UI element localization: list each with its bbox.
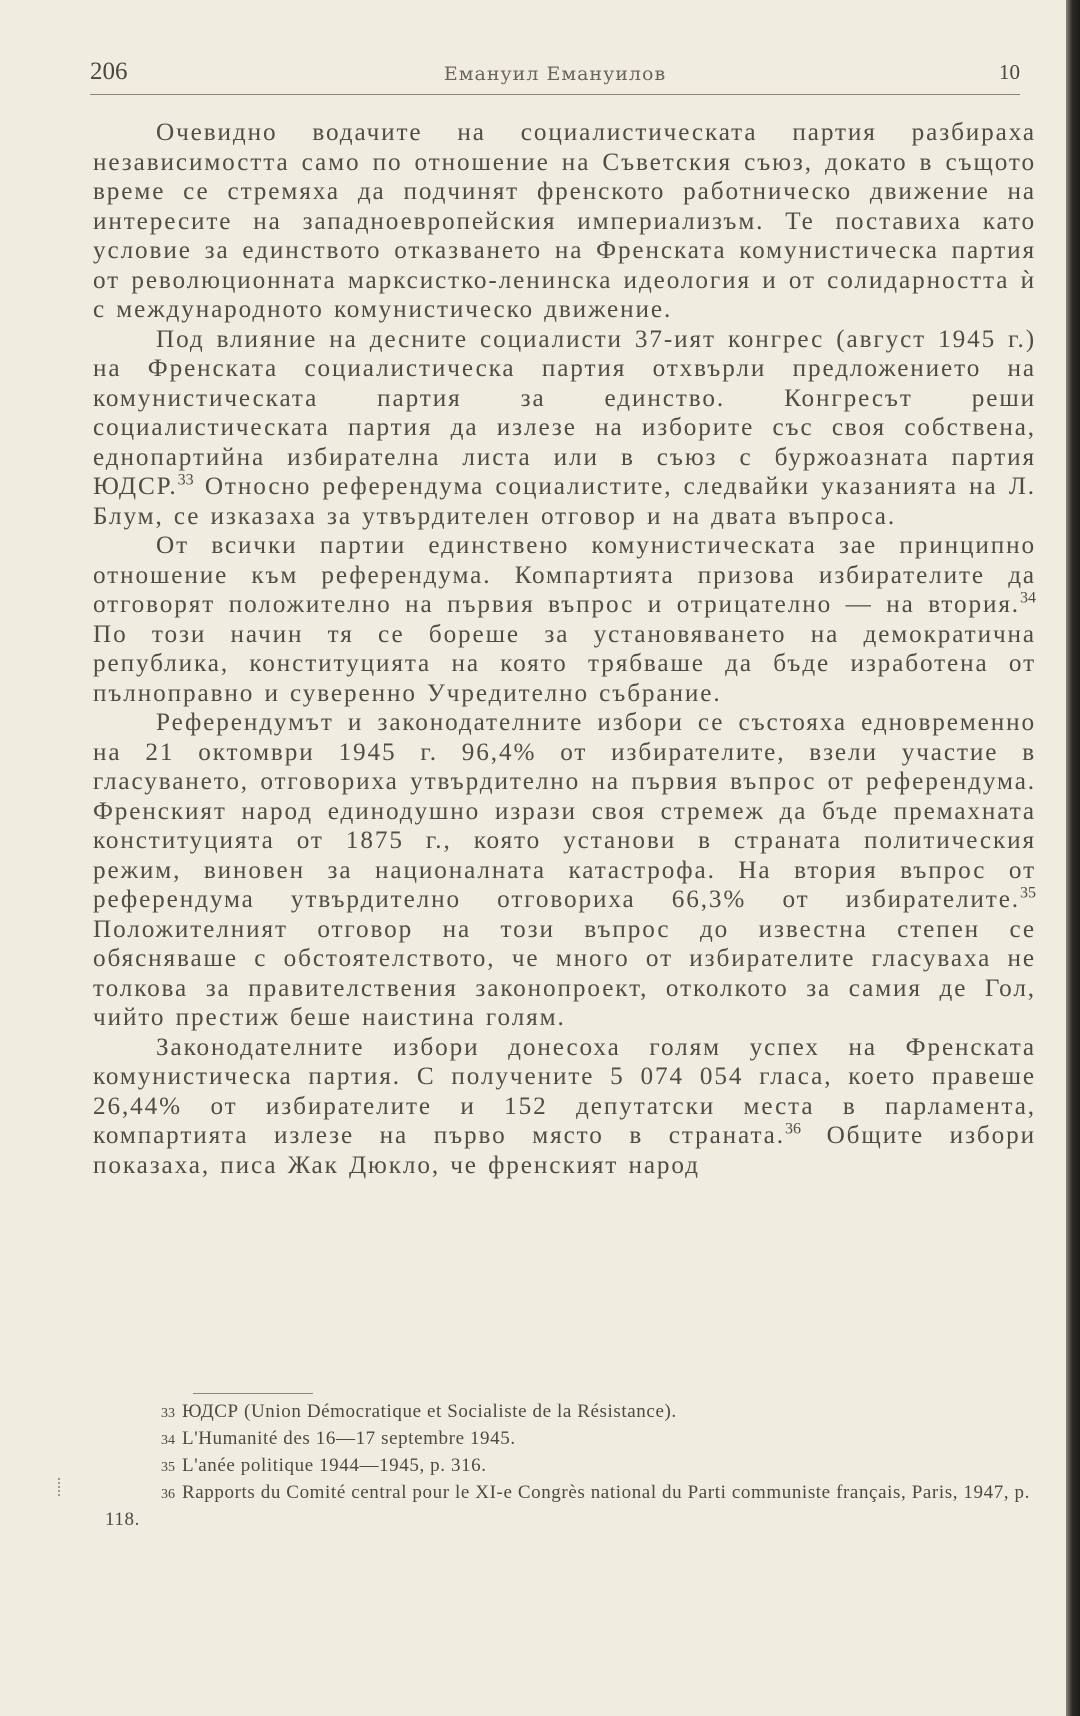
paragraph-text: От всички партии единствено комунистическата зае принципно отношение към референдума. Компартията призова избирателите да отговорят положително на първия въпрос и отрицателно — на втория. <box>93 532 1036 618</box>
footnote-text: ЮДСР (Union Démocratique et Socialiste de la Résistance). <box>182 1401 677 1422</box>
paragraph-text: Общите избори показаха, писа Жак Дюкло, че френският народ <box>93 1122 1036 1179</box>
paragraph-text: Под влияние на десните социалисти 37-ият конгрес (август 1945 г.) на Френската социалистическа партия отхвърли предложението на комунистическата партия за единство. Конгресът реши социалистическата партия да излезе на изборите със своя собствена, еднопартийна избирателна листа или в съюз с буржоазната партия ЮДСР. <box>93 325 1036 500</box>
footnote-number: 34 <box>161 1433 175 1448</box>
paragraph <box>93 708 1036 1033</box>
footnote-reference[interactable]: 34 <box>1020 589 1036 607</box>
footnotes <box>105 1399 1035 1532</box>
footnote <box>105 1480 1035 1532</box>
paragraph <box>93 118 1036 325</box>
body-text <box>93 118 1036 1180</box>
footnote-number: 33 <box>161 1406 175 1421</box>
paragraph <box>93 531 1036 708</box>
footnote <box>105 1453 1035 1480</box>
paragraph-text: Законодателните избори донесоха голям успех на Френската комунистическа партия. С получените 5 074 054 гласа, което правеше 26,44% от избирателите и 152 депутатски места в парламента, компартията излезе на първо място в страната. <box>93 1033 1036 1149</box>
running-header <box>90 54 1020 95</box>
margin-mark <box>58 1478 64 1496</box>
paragraph <box>93 1033 1036 1181</box>
footnote-divider <box>193 1393 313 1394</box>
footnote-number: 35 <box>161 1460 175 1475</box>
paragraph-text: Очевидно водачите на социалистическата партия разбираха независимостта само по отношение на Съветския съюз, докато в същото време се стремяха да подчинят френското работническо движение на интересите на западноевропейския империализъм. Те поставиха като условие за единството отказването на Френската комунистическа партия от революционната марксистко-ленинска идеология и от солидарността ѝ с международното комунистическо движение. <box>93 119 1036 323</box>
footnote <box>105 1426 1035 1453</box>
footnote-text: L'anée politique 1944—1945, p. 316. <box>182 1455 487 1476</box>
paragraph <box>93 325 1036 532</box>
footnote-text: Rapports du Comité central pour le XI-e Congrès national du Parti communiste français, Paris, 1947, p. 118. <box>105 1482 1030 1530</box>
footnote-reference[interactable]: 35 <box>1020 884 1036 902</box>
footnote <box>105 1399 1035 1426</box>
paragraph-text: Положителният отговор на този въпрос до известна степен се обясняваше с обстоятелството, че много от избирателите гласуваха не толкова за правителствения законопроект, отколкото за самия де Гол, чийто престиж беше наистина голям. <box>93 915 1036 1031</box>
paragraph-text: Референдумът и законодателните избори се състояха едновременно на 21 октомври 1945 г. 96,4% от избирателите, взели участие в гласуването, отговориха утвърдително на първия въпрос от референдума. Френският народ единодушно изрази своя стремеж да бъде премахната конституцията от 1875 г., която установи в страната политическия режим, виновен за националната катастрофа. На втория въпрос от референдума утвърдително отговориха 66,3% от избирателите. <box>93 709 1036 913</box>
page-number: 206 <box>90 58 128 85</box>
footnote-reference[interactable]: 33 <box>177 471 194 489</box>
paragraph-text: Относно референдума социалистите, следвайки указанията на Л. Блум, се изказаха за утвърдителен отговор и на двата въпроса. <box>93 473 1036 530</box>
chapter-number: 10 <box>999 60 1020 84</box>
footnote-number: 36 <box>161 1487 175 1502</box>
page-edge <box>1066 0 1080 1716</box>
footnote-reference[interactable]: 36 <box>784 1120 801 1138</box>
paragraph-text: По този начин тя се бореше за установяването на демократична република, конституцията на която трябваше да бъде изработена от пълноправно и суверенно Учредително събрание. <box>93 620 1036 707</box>
running-title: Емануил Емануилов <box>443 63 667 85</box>
footnote-text: L'Humanité des 16—17 septembre 1945. <box>182 1428 516 1449</box>
